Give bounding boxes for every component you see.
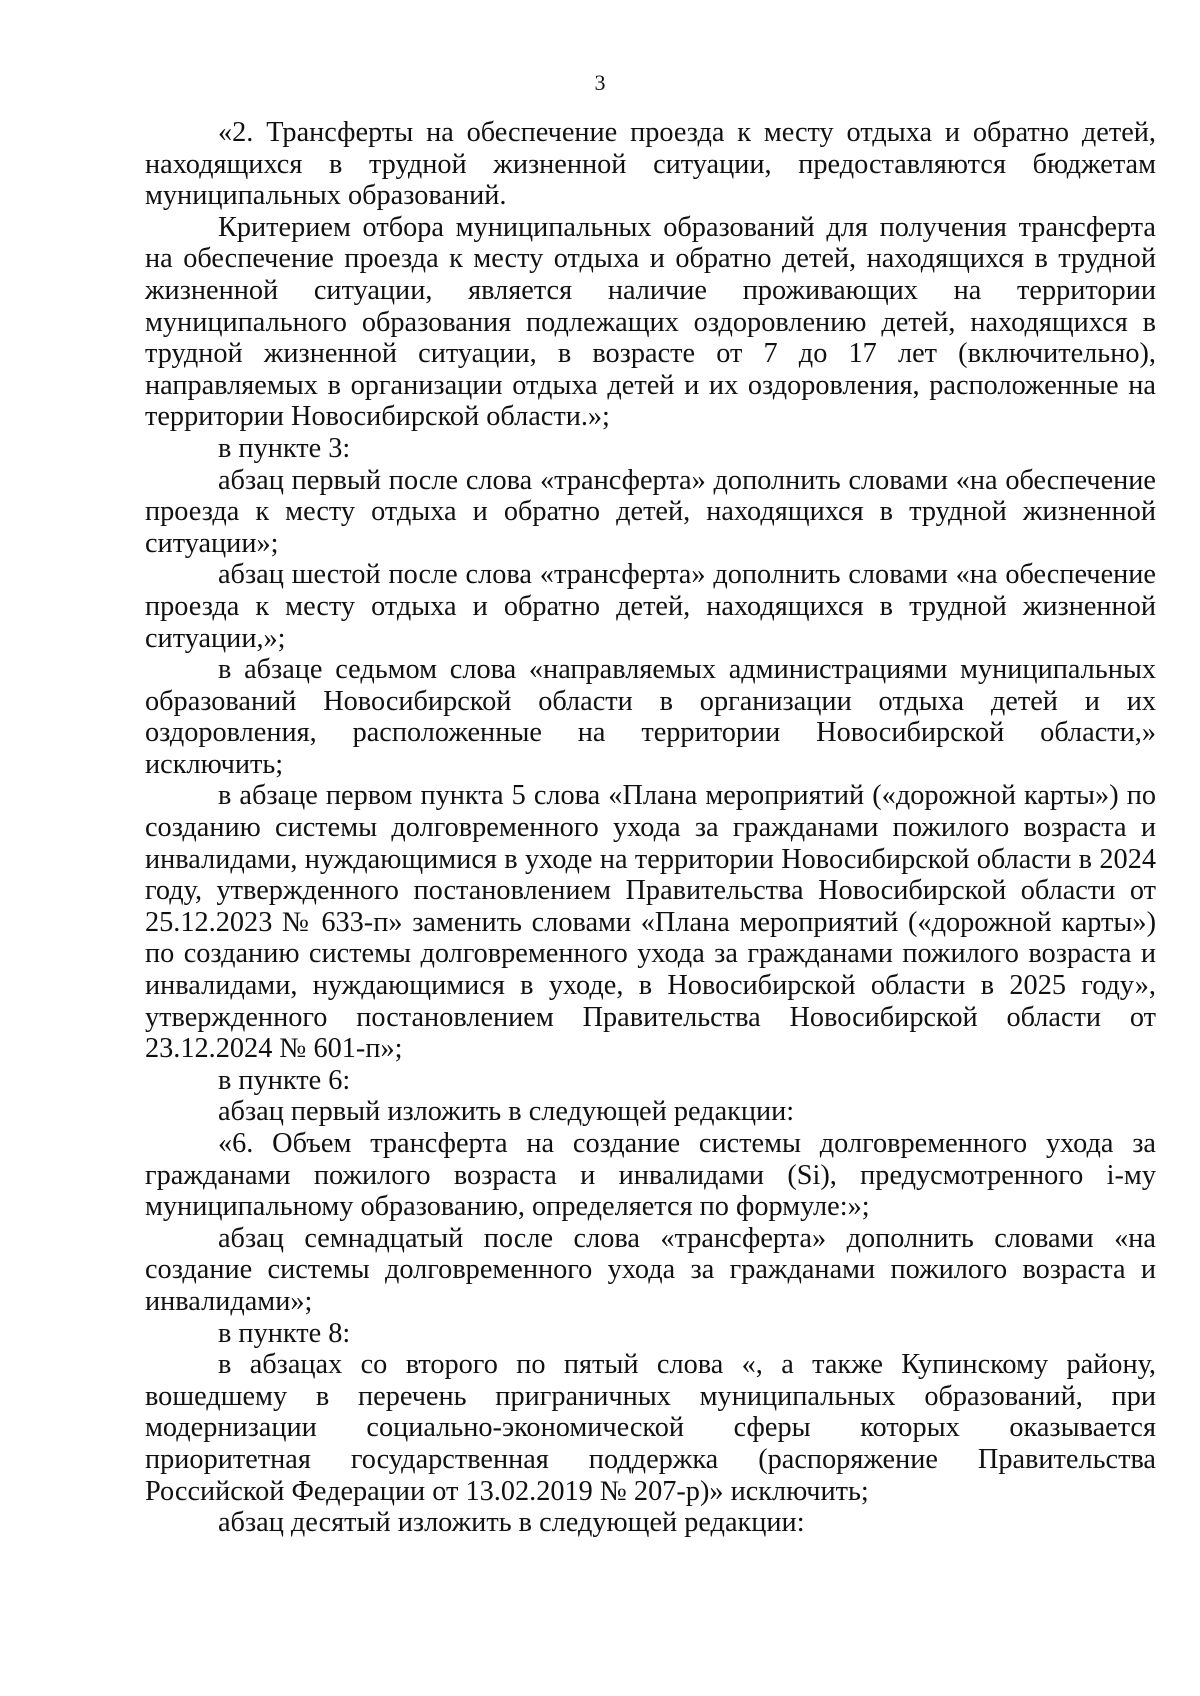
paragraph-item-3-seventh: в абзаце седьмом слова «направляемых администрациями муниципальных образований Новосибирской области в организации отдыха детей и их оздоровления, расположенные на территории Новосибирской области,» исключить; <box>145 654 1156 780</box>
paragraph-item-6-first: абзац первый изложить в следующей редакции: <box>218 1096 795 1128</box>
paragraph-item-8-heading: в пункте 8: <box>218 1317 351 1349</box>
paragraph-transfers-clause-2: «2. Трансферты на обеспечение проезда к месту отдыха и обратно детей, находящихся в трудной жизненной ситуации, предоставляются бюджетам муниципальных образований. <box>145 117 1156 212</box>
document-body <box>145 117 1156 1539</box>
paragraph-item-5-first: в абзаце первом пункта 5 слова «Плана мероприятий («дорожной карты») по созданию системы долговременного ухода за гражданами пожилого возраста и инвалидами, нуждающимися в уходе на территории Новосибирской области в 2024 году, утвержденного постановлением Правительства Новосибирской области от 25.12.2023 № 633-п» заменить словами «Плана мероприятий («дорожной карты») по созданию системы долговременного ухода за гражданами пожилого возраста и инвалидами, нуждающимися в уходе, в Новосибирской области в 2025 году», утвержденного постановлением Правительства Новосибирской области от 23.12.2024 № 601-п»; <box>145 780 1156 1065</box>
paragraph-item-6-heading: в пункте 6: <box>218 1064 351 1096</box>
paragraph-item-8-second-to-fifth: в абзацах со второго по пятый слова «, а также Купинскому району, вошедшему в перечень приграничных муниципальных образований, при модернизации социально-экономической сферы которых оказывается приоритетная государственная поддержка (распоряжение Правительства Российской Федерации от 13.02.2019 № 207-р)» исключить; <box>145 1349 1156 1507</box>
paragraph-item-3-first: абзац первый после слова «трансферта» дополнить словами «на обеспечение проезда к месту отдыха и обратно детей, находящихся в трудной жизненной ситуации»; <box>145 464 1156 559</box>
paragraph-item-3-heading: в пункте 3: <box>218 432 351 464</box>
paragraph-item-6-new-text: «6. Объем трансферта на создание системы долговременного ухода за гражданами пожилого возраста и инвалидами (Si), предусмотренного i-му муниципальному образованию, определяется по формуле:»; <box>145 1128 1156 1223</box>
paragraph-selection-criterion: Критерием отбора муниципальных образований для получения трансферта на обеспечение проезда к месту отдыха и обратно детей, находящихся в трудной жизненной ситуации, является наличие проживающих на территории муниципального образования подлежащих оздоровлению детей, находящихся в трудной жизненной ситуации, в возрасте от 7 до 17 лет (включительно), направляемых в организации отдыха детей и их оздоровления, расположенные на территории Новосибирской области.»; <box>145 211 1156 433</box>
page-number: 3 <box>594 70 606 95</box>
paragraph-item-8-tenth: абзац десятый изложить в следующей редакции: <box>218 1507 805 1539</box>
paragraph-item-3-sixth: абзац шестой после слова «трансферта» дополнить словами «на обеспечение проезда к месту отдыха и обратно детей, находящихся в трудной жизненной ситуации,»; <box>145 559 1156 654</box>
paragraph-item-6-seventeenth: абзац семнадцатый после слова «трансферта» дополнить словами «на создание системы долговременного ухода за гражданами пожилого возраста и инвалидами»; <box>145 1222 1156 1317</box>
